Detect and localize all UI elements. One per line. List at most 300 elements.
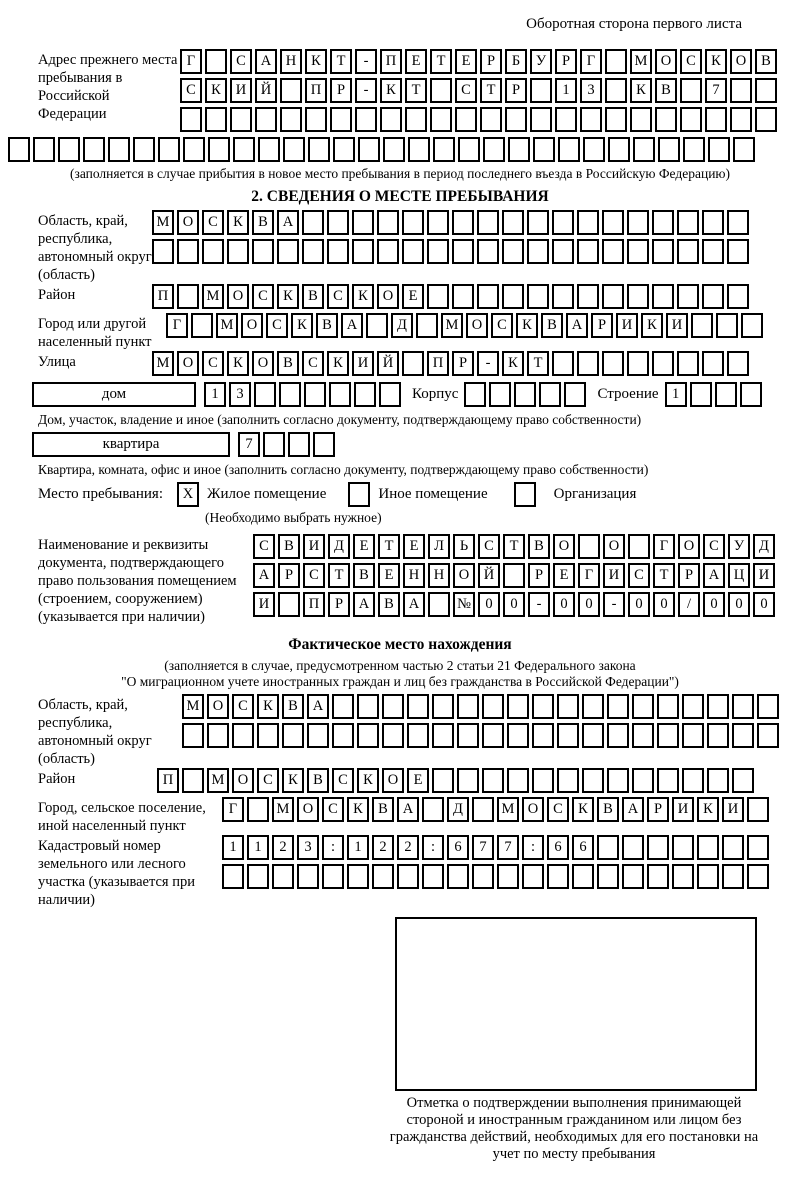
char-cell[interactable]	[658, 137, 680, 162]
char-cell[interactable]	[227, 239, 249, 264]
char-cell[interactable]	[672, 835, 694, 860]
char-cell[interactable]: Д	[328, 534, 350, 559]
char-cell[interactable]: Е	[407, 768, 429, 793]
char-cell[interactable]: И	[722, 797, 744, 822]
char-cell[interactable]	[730, 107, 752, 132]
char-cell[interactable]	[432, 723, 454, 748]
char-cell[interactable]	[472, 864, 494, 889]
char-cell[interactable]: Р	[452, 351, 474, 376]
char-cell[interactable]: Д	[753, 534, 775, 559]
char-cell[interactable]: Г	[578, 563, 600, 588]
char-cell[interactable]: 2	[397, 835, 419, 860]
char-cell[interactable]	[532, 694, 554, 719]
char-cell[interactable]: 1	[555, 78, 577, 103]
char-cell[interactable]	[283, 137, 305, 162]
char-cell[interactable]	[507, 723, 529, 748]
char-cell[interactable]	[477, 284, 499, 309]
char-cell[interactable]	[452, 210, 474, 235]
char-cell[interactable]	[580, 107, 602, 132]
char-cell[interactable]: О	[603, 534, 625, 559]
char-cell[interactable]: Е	[378, 563, 400, 588]
char-cell[interactable]: В	[541, 313, 563, 338]
char-cell[interactable]	[482, 694, 504, 719]
char-cell[interactable]	[677, 210, 699, 235]
char-cell[interactable]: А	[703, 563, 725, 588]
char-cell[interactable]: К	[630, 78, 652, 103]
char-cell[interactable]	[657, 723, 679, 748]
char-cell[interactable]: А	[307, 694, 329, 719]
char-cell[interactable]	[83, 137, 105, 162]
char-cell[interactable]	[702, 210, 724, 235]
char-cell[interactable]: В	[655, 78, 677, 103]
char-cell[interactable]: 3	[297, 835, 319, 860]
char-cell[interactable]: И	[603, 563, 625, 588]
char-cell[interactable]	[577, 284, 599, 309]
char-cell[interactable]: Ц	[728, 563, 750, 588]
char-cell[interactable]: 0	[553, 592, 575, 617]
char-cell[interactable]	[539, 382, 561, 407]
char-cell[interactable]	[607, 694, 629, 719]
char-cell[interactable]	[557, 768, 579, 793]
char-cell[interactable]	[514, 382, 536, 407]
char-cell[interactable]	[602, 351, 624, 376]
char-cell[interactable]: Т	[527, 351, 549, 376]
char-cell[interactable]	[697, 835, 719, 860]
char-cell[interactable]	[715, 382, 737, 407]
char-cell[interactable]: Г	[166, 313, 188, 338]
char-cell[interactable]	[755, 107, 777, 132]
char-cell[interactable]: Р	[330, 78, 352, 103]
char-cell[interactable]: С	[491, 313, 513, 338]
char-cell[interactable]	[547, 864, 569, 889]
char-cell[interactable]: Е	[353, 534, 375, 559]
char-cell[interactable]	[677, 284, 699, 309]
char-cell[interactable]: С	[455, 78, 477, 103]
char-cell[interactable]	[707, 768, 729, 793]
char-cell[interactable]	[622, 835, 644, 860]
char-cell[interactable]	[632, 694, 654, 719]
char-cell[interactable]: 7	[472, 835, 494, 860]
char-cell[interactable]	[427, 284, 449, 309]
char-cell[interactable]	[430, 107, 452, 132]
char-cell[interactable]	[558, 137, 580, 162]
char-cell[interactable]	[632, 768, 654, 793]
char-cell[interactable]: С	[332, 768, 354, 793]
char-cell[interactable]: М	[441, 313, 463, 338]
char-cell[interactable]	[578, 534, 600, 559]
char-cell[interactable]: К	[327, 351, 349, 376]
char-cell[interactable]	[657, 768, 679, 793]
char-cell[interactable]: 6	[447, 835, 469, 860]
char-cell[interactable]	[482, 768, 504, 793]
char-cell[interactable]: И	[753, 563, 775, 588]
char-cell[interactable]: В	[528, 534, 550, 559]
char-cell[interactable]: Т	[503, 534, 525, 559]
char-cell[interactable]	[522, 864, 544, 889]
char-cell[interactable]	[452, 284, 474, 309]
char-cell[interactable]: А	[255, 49, 277, 74]
char-cell[interactable]	[430, 78, 452, 103]
char-cell[interactable]	[597, 835, 619, 860]
char-cell[interactable]: 0	[478, 592, 500, 617]
char-cell[interactable]: С	[628, 563, 650, 588]
char-cell[interactable]	[690, 382, 712, 407]
char-cell[interactable]: :	[322, 835, 344, 860]
char-cell[interactable]	[254, 382, 276, 407]
char-cell[interactable]	[302, 210, 324, 235]
char-cell[interactable]: Е	[402, 284, 424, 309]
char-cell[interactable]: А	[277, 210, 299, 235]
char-cell[interactable]	[380, 107, 402, 132]
char-cell[interactable]: В	[252, 210, 274, 235]
char-cell[interactable]: М	[152, 210, 174, 235]
char-cell[interactable]: Р	[647, 797, 669, 822]
char-cell[interactable]: О	[678, 534, 700, 559]
char-cell[interactable]	[382, 694, 404, 719]
char-cell[interactable]: 1	[665, 382, 687, 407]
char-cell[interactable]: А	[341, 313, 363, 338]
char-cell[interactable]	[627, 239, 649, 264]
char-cell[interactable]	[707, 694, 729, 719]
char-cell[interactable]	[407, 694, 429, 719]
char-cell[interactable]: 1	[347, 835, 369, 860]
char-cell[interactable]: -	[477, 351, 499, 376]
char-cell[interactable]	[308, 137, 330, 162]
char-cell[interactable]	[202, 239, 224, 264]
char-cell[interactable]: С	[202, 351, 224, 376]
char-cell[interactable]	[347, 864, 369, 889]
char-cell[interactable]: И	[672, 797, 694, 822]
char-cell[interactable]: Б	[505, 49, 527, 74]
char-cell[interactable]: /	[678, 592, 700, 617]
char-cell[interactable]	[655, 107, 677, 132]
char-cell[interactable]: У	[530, 49, 552, 74]
char-cell[interactable]	[252, 239, 274, 264]
char-cell[interactable]: В	[316, 313, 338, 338]
char-cell[interactable]: В	[278, 534, 300, 559]
char-cell[interactable]: В	[378, 592, 400, 617]
char-cell[interactable]	[489, 382, 511, 407]
char-cell[interactable]: К	[697, 797, 719, 822]
char-cell[interactable]: К	[205, 78, 227, 103]
char-cell[interactable]: -	[355, 49, 377, 74]
char-cell[interactable]	[607, 768, 629, 793]
char-cell[interactable]	[502, 284, 524, 309]
char-cell[interactable]: И	[616, 313, 638, 338]
char-cell[interactable]	[332, 694, 354, 719]
char-cell[interactable]: Т	[378, 534, 400, 559]
char-cell[interactable]: П	[303, 592, 325, 617]
char-cell[interactable]: Л	[428, 534, 450, 559]
char-cell[interactable]	[683, 137, 705, 162]
char-cell[interactable]	[402, 239, 424, 264]
char-cell[interactable]	[282, 723, 304, 748]
char-cell[interactable]	[457, 768, 479, 793]
char-cell[interactable]: М	[207, 768, 229, 793]
char-cell[interactable]: Р	[328, 592, 350, 617]
char-cell[interactable]	[205, 107, 227, 132]
char-cell[interactable]	[480, 107, 502, 132]
char-cell[interactable]	[602, 284, 624, 309]
residential-checkbox[interactable]: X	[177, 482, 199, 507]
char-cell[interactable]	[288, 432, 310, 457]
char-cell[interactable]	[605, 49, 627, 74]
char-cell[interactable]	[605, 107, 627, 132]
char-cell[interactable]: К	[357, 768, 379, 793]
char-cell[interactable]: Е	[553, 563, 575, 588]
char-cell[interactable]	[428, 592, 450, 617]
char-cell[interactable]	[482, 723, 504, 748]
char-cell[interactable]	[458, 137, 480, 162]
char-cell[interactable]: М	[202, 284, 224, 309]
char-cell[interactable]	[727, 351, 749, 376]
char-cell[interactable]: С	[327, 284, 349, 309]
char-cell[interactable]	[708, 137, 730, 162]
char-cell[interactable]	[422, 864, 444, 889]
char-cell[interactable]: 6	[547, 835, 569, 860]
char-cell[interactable]: О	[453, 563, 475, 588]
char-cell[interactable]	[366, 313, 388, 338]
char-cell[interactable]	[382, 723, 404, 748]
char-cell[interactable]: М	[182, 694, 204, 719]
char-cell[interactable]: О	[382, 768, 404, 793]
char-cell[interactable]	[407, 723, 429, 748]
char-cell[interactable]: Н	[403, 563, 425, 588]
char-cell[interactable]	[530, 78, 552, 103]
char-cell[interactable]: О	[297, 797, 319, 822]
char-cell[interactable]	[422, 797, 444, 822]
char-cell[interactable]: Д	[391, 313, 413, 338]
char-cell[interactable]	[632, 723, 654, 748]
char-cell[interactable]: :	[522, 835, 544, 860]
char-cell[interactable]	[383, 137, 405, 162]
char-cell[interactable]	[630, 107, 652, 132]
char-cell[interactable]	[427, 239, 449, 264]
char-cell[interactable]: С	[252, 284, 274, 309]
char-cell[interactable]: С	[302, 351, 324, 376]
char-cell[interactable]: :	[422, 835, 444, 860]
char-cell[interactable]	[747, 835, 769, 860]
char-cell[interactable]: Н	[280, 49, 302, 74]
char-cell[interactable]	[552, 351, 574, 376]
char-cell[interactable]	[727, 284, 749, 309]
char-cell[interactable]	[58, 137, 80, 162]
char-cell[interactable]: Р	[505, 78, 527, 103]
char-cell[interactable]: А	[397, 797, 419, 822]
char-cell[interactable]	[652, 351, 674, 376]
char-cell[interactable]: Й	[255, 78, 277, 103]
char-cell[interactable]: Г	[180, 49, 202, 74]
char-cell[interactable]	[377, 239, 399, 264]
char-cell[interactable]	[527, 210, 549, 235]
char-cell[interactable]	[582, 694, 604, 719]
char-cell[interactable]: К	[282, 768, 304, 793]
char-cell[interactable]	[304, 382, 326, 407]
char-cell[interactable]: 2	[372, 835, 394, 860]
char-cell[interactable]	[732, 723, 754, 748]
char-cell[interactable]	[402, 210, 424, 235]
char-cell[interactable]: И	[303, 534, 325, 559]
char-cell[interactable]: Н	[428, 563, 450, 588]
char-cell[interactable]: С	[230, 49, 252, 74]
char-cell[interactable]	[691, 313, 713, 338]
char-cell[interactable]	[732, 768, 754, 793]
char-cell[interactable]: О	[227, 284, 249, 309]
char-cell[interactable]	[280, 78, 302, 103]
char-cell[interactable]: Й	[478, 563, 500, 588]
char-cell[interactable]	[354, 382, 376, 407]
char-cell[interactable]: А	[566, 313, 588, 338]
char-cell[interactable]: 6	[572, 835, 594, 860]
char-cell[interactable]	[452, 239, 474, 264]
char-cell[interactable]: О	[232, 768, 254, 793]
char-cell[interactable]	[552, 210, 574, 235]
char-cell[interactable]	[747, 864, 769, 889]
char-cell[interactable]	[702, 284, 724, 309]
char-cell[interactable]	[507, 768, 529, 793]
char-cell[interactable]	[358, 137, 380, 162]
char-cell[interactable]: К	[347, 797, 369, 822]
char-cell[interactable]: М	[630, 49, 652, 74]
char-cell[interactable]	[357, 694, 379, 719]
char-cell[interactable]: 7	[497, 835, 519, 860]
char-cell[interactable]	[277, 239, 299, 264]
char-cell[interactable]: С	[180, 78, 202, 103]
char-cell[interactable]	[182, 768, 204, 793]
char-cell[interactable]	[158, 137, 180, 162]
char-cell[interactable]	[597, 864, 619, 889]
char-cell[interactable]: В	[277, 351, 299, 376]
char-cell[interactable]: О	[730, 49, 752, 74]
char-cell[interactable]	[697, 864, 719, 889]
char-cell[interactable]: Е	[405, 49, 427, 74]
char-cell[interactable]	[327, 239, 349, 264]
char-cell[interactable]	[508, 137, 530, 162]
char-cell[interactable]	[177, 239, 199, 264]
char-cell[interactable]: И	[666, 313, 688, 338]
char-cell[interactable]	[532, 768, 554, 793]
char-cell[interactable]: В	[372, 797, 394, 822]
char-cell[interactable]: А	[253, 563, 275, 588]
char-cell[interactable]	[527, 239, 549, 264]
char-cell[interactable]	[402, 351, 424, 376]
char-cell[interactable]	[230, 107, 252, 132]
char-cell[interactable]	[272, 864, 294, 889]
char-cell[interactable]: М	[216, 313, 238, 338]
char-cell[interactable]: Р	[678, 563, 700, 588]
char-cell[interactable]	[307, 723, 329, 748]
char-cell[interactable]	[447, 864, 469, 889]
char-cell[interactable]: С	[202, 210, 224, 235]
char-cell[interactable]: М	[152, 351, 174, 376]
char-cell[interactable]	[652, 239, 674, 264]
organization-checkbox[interactable]	[514, 482, 536, 507]
char-cell[interactable]: О	[252, 351, 274, 376]
char-cell[interactable]	[302, 239, 324, 264]
char-cell[interactable]	[702, 351, 724, 376]
char-cell[interactable]	[577, 239, 599, 264]
char-cell[interactable]	[416, 313, 438, 338]
char-cell[interactable]	[255, 107, 277, 132]
char-cell[interactable]	[352, 239, 374, 264]
char-cell[interactable]: О	[655, 49, 677, 74]
char-cell[interactable]	[747, 797, 769, 822]
char-cell[interactable]	[247, 864, 269, 889]
char-cell[interactable]: 0	[753, 592, 775, 617]
char-cell[interactable]	[722, 864, 744, 889]
char-cell[interactable]: Г	[222, 797, 244, 822]
char-cell[interactable]: 7	[238, 432, 260, 457]
char-cell[interactable]	[608, 137, 630, 162]
char-cell[interactable]	[677, 351, 699, 376]
char-cell[interactable]: Т	[405, 78, 427, 103]
char-cell[interactable]	[732, 694, 754, 719]
char-cell[interactable]: С	[266, 313, 288, 338]
char-cell[interactable]: П	[152, 284, 174, 309]
char-cell[interactable]	[702, 239, 724, 264]
char-cell[interactable]	[602, 239, 624, 264]
char-cell[interactable]	[222, 864, 244, 889]
char-cell[interactable]: О	[553, 534, 575, 559]
char-cell[interactable]: 0	[703, 592, 725, 617]
char-cell[interactable]	[502, 239, 524, 264]
char-cell[interactable]: П	[427, 351, 449, 376]
char-cell[interactable]	[577, 210, 599, 235]
char-cell[interactable]	[207, 723, 229, 748]
char-cell[interactable]	[433, 137, 455, 162]
char-cell[interactable]: 1	[222, 835, 244, 860]
char-cell[interactable]	[527, 284, 549, 309]
char-cell[interactable]	[182, 723, 204, 748]
char-cell[interactable]: А	[403, 592, 425, 617]
char-cell[interactable]: О	[377, 284, 399, 309]
char-cell[interactable]	[505, 107, 527, 132]
char-cell[interactable]	[605, 78, 627, 103]
char-cell[interactable]	[555, 107, 577, 132]
char-cell[interactable]: О	[177, 351, 199, 376]
char-cell[interactable]	[379, 382, 401, 407]
char-cell[interactable]	[305, 107, 327, 132]
char-cell[interactable]: Р	[528, 563, 550, 588]
char-cell[interactable]	[622, 864, 644, 889]
char-cell[interactable]	[707, 723, 729, 748]
char-cell[interactable]	[507, 694, 529, 719]
char-cell[interactable]	[457, 694, 479, 719]
char-cell[interactable]	[672, 864, 694, 889]
char-cell[interactable]: О	[466, 313, 488, 338]
char-cell[interactable]: С	[303, 563, 325, 588]
char-cell[interactable]	[327, 210, 349, 235]
char-cell[interactable]	[278, 592, 300, 617]
char-cell[interactable]	[405, 107, 427, 132]
char-cell[interactable]: Й	[377, 351, 399, 376]
char-cell[interactable]	[177, 284, 199, 309]
char-cell[interactable]	[427, 210, 449, 235]
char-cell[interactable]	[682, 723, 704, 748]
char-cell[interactable]: И	[352, 351, 374, 376]
char-cell[interactable]	[497, 864, 519, 889]
char-cell[interactable]: К	[227, 210, 249, 235]
char-cell[interactable]: В	[353, 563, 375, 588]
char-cell[interactable]	[755, 78, 777, 103]
char-cell[interactable]: К	[257, 694, 279, 719]
char-cell[interactable]: К	[502, 351, 524, 376]
char-cell[interactable]: 0	[578, 592, 600, 617]
char-cell[interactable]: С	[547, 797, 569, 822]
char-cell[interactable]	[583, 137, 605, 162]
char-cell[interactable]	[677, 239, 699, 264]
char-cell[interactable]	[682, 768, 704, 793]
